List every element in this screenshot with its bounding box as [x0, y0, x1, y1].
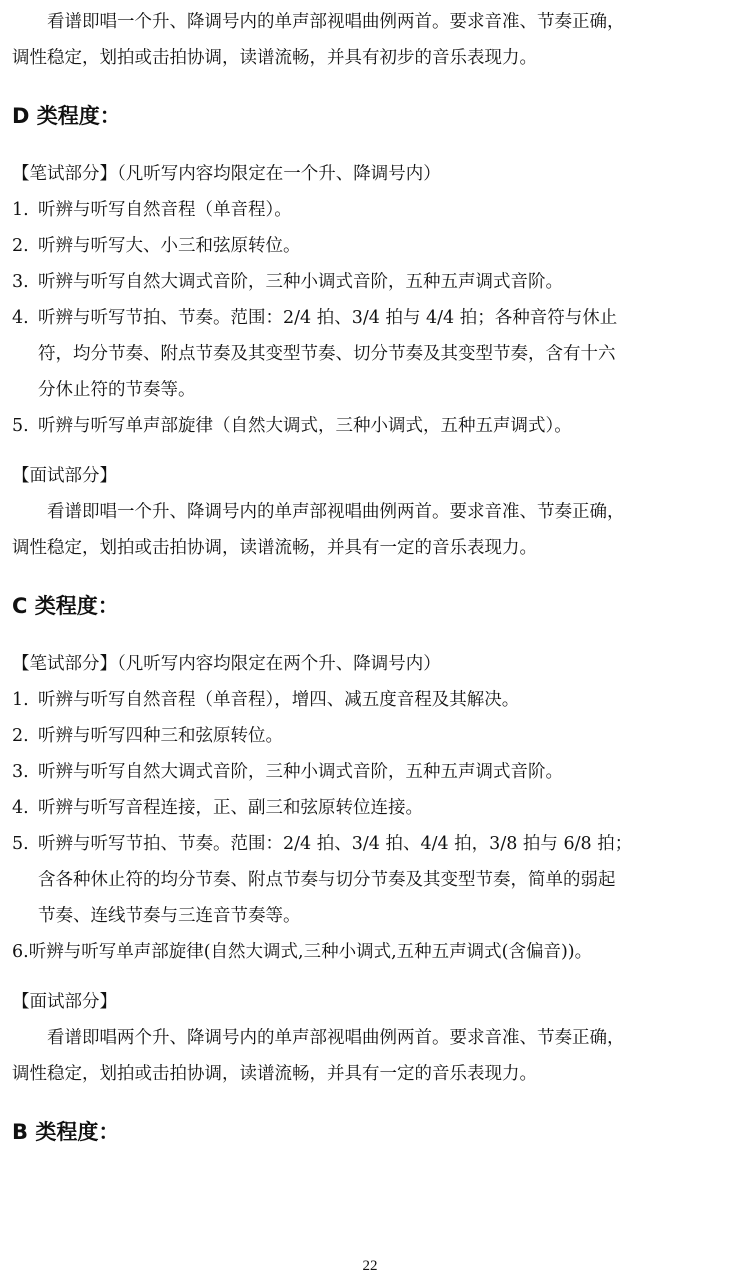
interview-paragraph-line: 调性稳定，划拍或击拍协调，读谱流畅，并具有一定的音乐表现力。 [12, 1064, 537, 1084]
interview-paragraph-line: 调性稳定，划拍或击拍协调，读谱流畅，并具有一定的音乐表现力。 [12, 538, 537, 558]
interview-section-label: 【面试部分】 [12, 466, 117, 486]
page-number: 22 [362, 1258, 378, 1274]
interview-section-label: 【面试部分】 [12, 992, 117, 1012]
list-item: 4. 听辨与听写节拍、节奏。范围：2/4 拍、3/4 拍与 4/4 拍；各种音符与休止 [12, 308, 618, 328]
interview-paragraph-line: 看谱即唱一个升、降调号内的单声部视唱曲例两首。要求音准、节奏正确， [47, 502, 625, 522]
section-heading-c: C 类程度： [12, 594, 119, 618]
intro-paragraph-line: 调性稳定，划拍或击拍协调，读谱流畅，并具有初步的音乐表现力。 [12, 48, 537, 68]
interview-paragraph-line: 看谱即唱两个升、降调号内的单声部视唱曲例两首。要求音准、节奏正确， [47, 1028, 625, 1048]
list-item: 3. 听辨与听写自然大调式音阶，三种小调式音阶，五种五声调式音阶。 [12, 272, 563, 292]
written-section-label: 【笔试部分】（凡听写内容均限定在一个升、降调号内） [12, 164, 441, 184]
list-item: 1. 听辨与听写自然音程（单音程），增四、减五度音程及其解决。 [12, 690, 520, 710]
c-written-list [12, 682, 728, 970]
list-item: 5. 听辨与听写单声部旋律（自然大调式，三种小调式，五种五声调式）。 [12, 416, 572, 436]
list-item-continuation: 节奏、连线节奏与三连音节奏等。 [38, 906, 301, 926]
list-item: 4. 听辨与听写音程连接，正、副三和弦原转位连接。 [12, 798, 423, 818]
list-item-continuation: 符，均分节奏、附点节奏及其变型节奏、切分节奏及其变型节奏，含有十六 [38, 344, 616, 364]
section-heading-b: B 类程度： [12, 1120, 120, 1144]
d-written-list [12, 192, 728, 444]
list-item: 1. 听辨与听写自然音程（单音程）。 [12, 200, 292, 220]
list-item: 3. 听辨与听写自然大调式音阶，三种小调式音阶，五种五声调式音阶。 [12, 762, 563, 782]
section-heading-d: D 类程度： [12, 104, 121, 128]
list-item: 6.听辨与听写单声部旋律(自然大调式,三种小调式,五种五声调式(含偏音))。 [12, 942, 593, 962]
list-item: 2. 听辨与听写大、小三和弦原转位。 [12, 236, 301, 256]
list-item: 2. 听辨与听写四种三和弦原转位。 [12, 726, 283, 746]
intro-paragraph-line: 看谱即唱一个升、降调号内的单声部视唱曲例两首。要求音准、节奏正确， [47, 12, 625, 32]
list-item-continuation: 分休止符的节奏等。 [38, 380, 196, 400]
list-item: 5. 听辨与听写节拍、节奏。范围：2/4 拍、3/4 拍、4/4 拍，3/8 拍与 6/8 拍； [12, 834, 633, 854]
written-section-label: 【笔试部分】（凡听写内容均限定在两个升、降调号内） [12, 654, 441, 674]
list-item-continuation: 含各种休止符的均分节奏、附点节奏与切分节奏及其变型节奏，简单的弱起 [38, 870, 616, 890]
